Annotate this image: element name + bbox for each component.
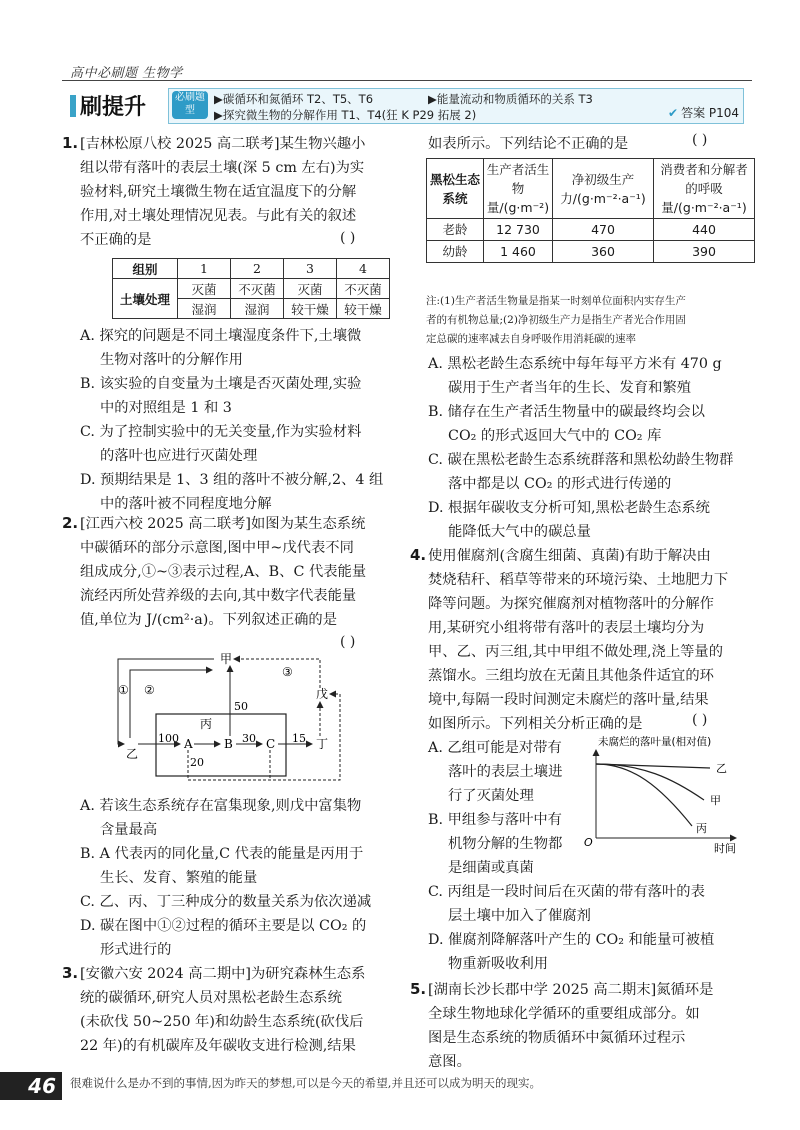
table-cell: 1 460: [484, 241, 553, 263]
table-cell: 老龄: [427, 219, 484, 241]
q5-line: 图是生态系统的物质循环中氮循环过程示: [428, 1030, 686, 1046]
q3-option-b: B. 储存在生产者活生物量中的碳最终均会以: [428, 404, 705, 420]
q3-option-c: C. 碳在黑松老龄生态系统群落和黑松幼龄生物群: [428, 452, 734, 468]
table-cell: 灭菌: [178, 279, 231, 299]
label-jia: 甲: [710, 794, 721, 807]
q2-option-a: A. 若该生态系统存在富集现象,则戊中富集物: [80, 798, 362, 814]
q3-line: [安徽六安 2024 高二期中]为研究森林生态系: [80, 966, 366, 982]
table-cell: 较干燥: [337, 299, 390, 319]
q1-option-b-cont: 中的对照组是 1 和 3: [100, 400, 232, 416]
q3-option-a: A. 黑松老龄生态系统中每年每平方米有 470 g: [428, 356, 722, 372]
q5-line: 意图。: [428, 1054, 471, 1070]
q4-option-d-cont: 物重新吸收利用: [448, 956, 549, 972]
q4-option-c-cont: 层土壤中加入了催腐剂: [448, 908, 591, 924]
q1-option-d: D. 预期结果是 1、3 组的落叶不被分解,2、4 组: [80, 472, 384, 488]
q1-stem: [80, 132, 365, 252]
q3-note: [426, 292, 686, 349]
q2-option-c: C. 乙、丙、丁三种成分的数量关系为依次递减: [80, 894, 372, 910]
q5-line: 全球生物地球化学循环的重要组成部分。如: [428, 1006, 700, 1022]
q2-option-a-cont: 含量最高: [100, 822, 158, 838]
decay-graph: [582, 734, 746, 856]
q4-answer-paren: ( ): [692, 712, 708, 728]
q1-option-d-cont: 中的落叶被不同程度地分解: [100, 496, 272, 512]
q4-line: 甲、乙、丙三组,其中甲组不做处理,浇上等量的: [428, 644, 724, 660]
process-1: ①: [118, 683, 129, 697]
node-a: A: [184, 737, 193, 751]
table-cell: 组别: [113, 259, 178, 279]
q1-line: 不正确的是: [80, 232, 152, 248]
table-cell: 390: [654, 241, 755, 263]
table-cell: 1: [178, 259, 231, 279]
q1-number: 1.: [62, 134, 79, 152]
line-bing: [596, 764, 692, 826]
table-row: [427, 159, 755, 219]
q4-option-b-cont2: 是细菌或真菌: [448, 860, 534, 876]
graph-origin: O: [584, 836, 593, 849]
table-cell: 360: [553, 241, 654, 263]
line-jia: [596, 764, 704, 800]
q4-option-b-cont: 机物分解的生物都: [448, 836, 563, 852]
q4-line: 境中,每隔一段时间测定未腐烂的落叶量,结果: [428, 692, 709, 708]
table-cell: 12 730: [484, 219, 553, 241]
q4-option-a: A. 乙组可能是对带有: [428, 740, 562, 756]
q4-line: 蒸馏水。三组均放在无菌且其他条件适宜的环: [428, 668, 714, 684]
node-b: B: [224, 737, 233, 751]
brand-stripe: [70, 95, 76, 117]
q2-stem: [80, 512, 366, 632]
q4-option-d: D. 催腐剂降解落叶产生的 CO₂ 和能量可被植: [428, 932, 715, 948]
q2-answer-paren: ( ): [340, 634, 356, 650]
q3-stem-cont: 如表所示。下列结论不正确的是: [428, 136, 629, 152]
graph-ylabel: 未腐烂的落叶量(相对值): [598, 736, 712, 748]
label-bing: 丙: [696, 822, 707, 835]
node-yi: 乙: [126, 747, 139, 761]
q1-line: [吉林松原八校 2025 高二联考]某生物兴趣小: [80, 136, 366, 152]
value-100: 100: [158, 732, 179, 745]
answer-ref-text: 答案 P104: [681, 106, 740, 120]
q4-stem: [428, 544, 728, 736]
topic-tag-2: ▶能量流动和物质循环的关系 T3: [428, 92, 593, 106]
table-cell: 440: [654, 219, 755, 241]
answer-ref: [668, 104, 739, 121]
q1-table: [112, 258, 390, 319]
q5-line: [湖南长沙长郡中学 2025 高二期末]氮循环是: [428, 982, 714, 998]
q3-note-line: 定总碳的速率减去自身呼吸作用消耗碳的速率: [426, 333, 636, 345]
brand-text: 刷提升: [80, 95, 147, 120]
q3-answer-paren: ( ): [692, 132, 708, 148]
q3-line: 22 年)的有机碳库及年碳收支进行检测,结果: [80, 1038, 356, 1054]
q3-note-line: 注:(1)生产者活生物量是指某一时刻单位面积内实存生产: [426, 295, 686, 307]
table-cell: 黑松生态系统: [427, 159, 484, 219]
table-row: [113, 259, 390, 279]
table-cell: 幼龄: [427, 241, 484, 263]
q1-option-b: B. 该实验的自变量为土壤是否灭菌处理,实验: [80, 376, 362, 392]
q1-line: 验材料,研究土壤微生物在适宜温度下的分解: [80, 184, 357, 200]
q4-line: 使用催腐剂(含腐生细菌、真菌)有助于解决由: [428, 548, 711, 564]
table-cell: 湿润: [231, 299, 284, 319]
q3-line: (未砍伐 50~250 年)和幼龄生态系统(砍伐后: [80, 1014, 364, 1030]
value-15: 15: [292, 732, 306, 745]
q2-option-b-cont: 生长、发育、繁殖的能量: [100, 870, 258, 886]
q4-line: 降等问题。为探究催腐剂对植物落叶的分解作: [428, 596, 714, 612]
q4-option-ab: [428, 736, 562, 880]
q2-line: 流经丙所处营养级的去向,其中数字代表能量: [80, 588, 357, 604]
q4-line: 如图所示。下列相关分析正确的是: [428, 716, 643, 732]
table-cell: 灭菌: [284, 279, 337, 299]
table-cell: 不灭菌: [337, 279, 390, 299]
page-number: 46: [0, 1072, 62, 1100]
table-cell: 生产者活生物量/(g·m⁻²): [484, 159, 553, 219]
q2-line: 值,单位为 J/(cm²·a)。下列叙述正确的是: [80, 612, 338, 628]
q3-line: 统的碳循环,研究人员对黑松老龄生态系统: [80, 990, 342, 1006]
q4-option-cd: [428, 880, 714, 976]
table-cell: 湿润: [178, 299, 231, 319]
q3-option-c-cont: 落中都是以 CO₂ 的形式进行传递的: [448, 476, 672, 492]
table-cell: 2: [231, 259, 284, 279]
table-cell: 不灭菌: [231, 279, 284, 299]
q3-option-d: D. 根据年碳收支分析可知,黑松老龄生态系统: [428, 500, 710, 516]
q4-option-a-cont2: 行了灭菌处理: [448, 788, 534, 804]
node-bing: 丙: [200, 717, 213, 731]
q3-options: [428, 352, 733, 544]
q3-option-a-cont: 碳用于生产者当年的生长、发育和繁殖: [448, 380, 692, 396]
node-c: C: [266, 737, 276, 751]
check-icon: ✔: [668, 106, 679, 120]
section-brand: [70, 90, 158, 120]
table-cell: 土壤处理: [113, 279, 178, 319]
q3-note-line: 者的有机物总量;(2)净初级生产力是指生产者光合作用固: [426, 314, 686, 326]
table-row: [427, 241, 755, 263]
q1-answer-paren: ( ): [340, 230, 356, 246]
q2-option-d-cont: 形式进行的: [100, 942, 172, 958]
process-2: ②: [144, 683, 155, 697]
q4-option-a-cont: 落叶的表层土壤进: [448, 764, 563, 780]
q4-option-c: C. 丙组是一段时间后在灭菌的带有落叶的表: [428, 884, 705, 900]
table-cell: 净初级生产力/(g·m⁻²·a⁻¹): [553, 159, 654, 219]
running-header: 高中必刷题 生物学: [70, 66, 183, 81]
topic-badge: 必刷题型: [172, 91, 208, 119]
q4-number: 4.: [410, 546, 427, 564]
header-rule: [62, 80, 752, 81]
q5-stem: [428, 978, 713, 1074]
table-cell: 470: [553, 219, 654, 241]
value-20: 20: [190, 756, 204, 769]
value-50: 50: [234, 700, 248, 713]
q1-line: 组以带有落叶的表层土壤(深 5 cm 左右)为实: [80, 160, 365, 176]
q2-line: [江西六校 2025 高二联考]如图为某生态系统: [80, 516, 366, 532]
graph-xlabel: 时间: [714, 842, 736, 855]
table-row: [113, 279, 390, 299]
q2-option-b: B. A 代表丙的同化量,C 代表的能量是丙用于: [80, 846, 364, 862]
q1-option-a-cont: 生物对落叶的分解作用: [100, 352, 243, 368]
q1-option-c: C. 为了控制实验中的无关变量,作为实验材料: [80, 424, 362, 440]
topic-tag-1: ▶碳循环和氮循环 T2、T5、T6: [214, 92, 374, 106]
node-ding: 丁: [316, 737, 329, 751]
table-row: [427, 219, 755, 241]
label-yi: 乙: [716, 762, 727, 775]
process-3: ③: [282, 665, 293, 679]
q2-line: 中碳循环的部分示意图,图中甲~戊代表不同: [80, 540, 354, 556]
value-30: 30: [242, 732, 256, 745]
q2-line: 组成成分,①~③表示过程,A、B、C 代表能量: [80, 564, 367, 580]
table-cell: 消费者和分解者的呼吸量/(g·m⁻²·a⁻¹): [654, 159, 755, 219]
table-cell: 3: [284, 259, 337, 279]
table-cell: 较干燥: [284, 299, 337, 319]
q3-number: 3.: [62, 964, 79, 982]
q2-option-d: D. 碳在图中①②过程的循环主要是以 CO₂ 的: [80, 918, 367, 934]
q4-option-b: B. 甲组参与落叶中有: [428, 812, 562, 828]
q1-options: [80, 324, 383, 516]
q1-option-c-cont: 的落叶也应进行灭菌处理: [100, 448, 258, 464]
q1-option-a: A. 探究的问题是不同土壤湿度条件下,土壤微: [80, 328, 362, 344]
q3-table: [426, 158, 755, 263]
carbon-cycle-diagram: [108, 652, 348, 784]
q5-number: 5.: [410, 980, 427, 998]
q3-option-b-cont: CO₂ 的形式返回大气中的 CO₂ 库: [448, 428, 662, 444]
topic-tag-3: ▶探究微生物的分解作用 T1、T4(狂 K P29 拓展 2): [214, 108, 477, 122]
q3-option-d-cont: 能降低大气中的碳总量: [448, 524, 591, 540]
footer-quote: 很难说什么是办不到的事情,因为昨天的梦想,可以是今天的希望,并且还可以成为明天的现实。: [70, 1076, 541, 1090]
node-wu: 戊: [316, 687, 329, 701]
q1-line: 作用,对土壤处理情况见表。与此有关的叙述: [80, 208, 357, 224]
q2-number: 2.: [62, 514, 79, 532]
q4-line: 焚烧秸秆、稻草等带来的环境污染、土地肥力下: [428, 572, 729, 588]
q3-stem: [80, 962, 365, 1058]
table-cell: 4: [337, 259, 390, 279]
node-jia: 甲: [220, 652, 233, 666]
q4-line: 用,某研究小组将带有落叶的表层土壤均分为: [428, 620, 705, 636]
q2-options: [80, 794, 371, 962]
